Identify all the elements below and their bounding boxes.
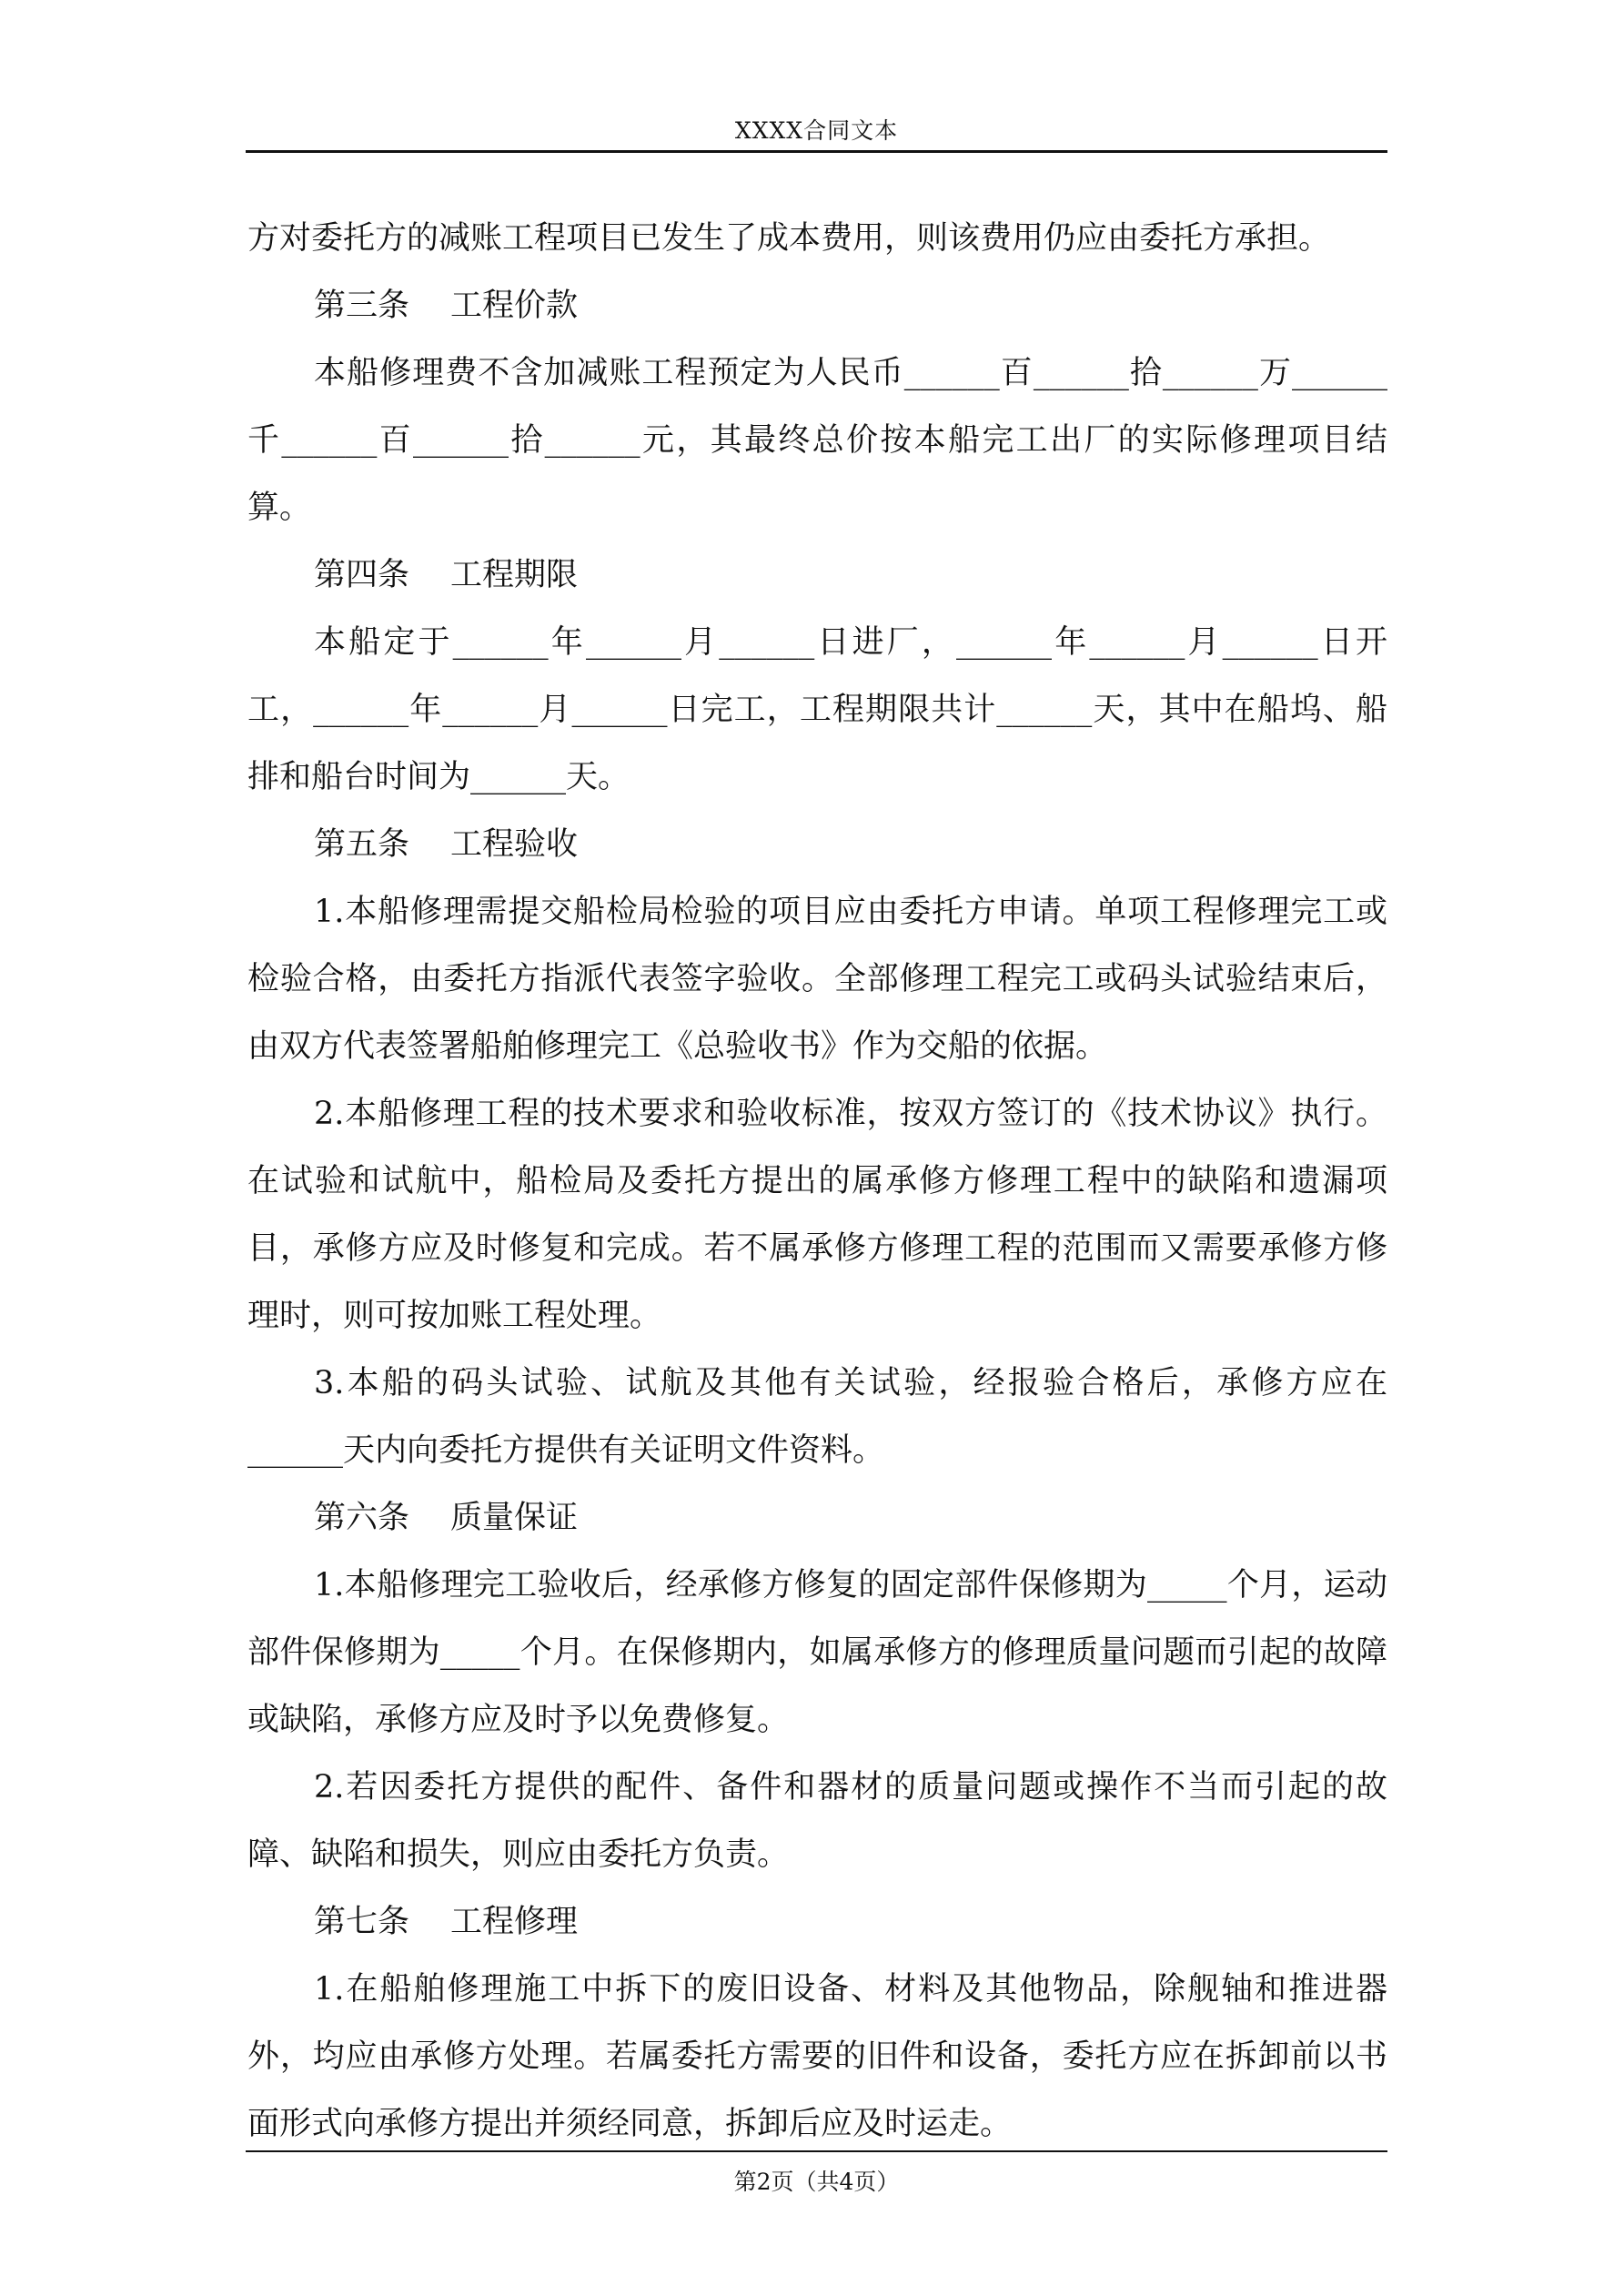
article-number: 第三条 [314, 288, 410, 324]
paragraph-acceptance-2: 2.本船修理工程的技术要求和验收标准，按双方签订的《技术协议》执行。在试验和试航中，船检局及委托方提出的属承修方修理工程中的缺陷和遗漏项目，承修方应及时修复和完成。若不属承修方修理工程的范围而又需要承修方修理时，则可按加账工程处理。 [247, 1096, 1387, 1334]
article-number: 第七条 [314, 1904, 410, 1940]
article-title: 质量保证 [450, 1500, 579, 1536]
paragraph-repair-1: 1.在船舶修理施工中拆下的废旧设备、材料及其他物品，除舰轴和推进器外，均应由承修方处理。若属委托方需要的旧件和设备，委托方应在拆卸前以书面形式向承修方提出并须经同意，拆卸后应及时运走。 [247, 1971, 1387, 2142]
paragraph-acceptance-3: 3.本船的码头试验、试航及其他有关试验，经报验合格后，承修方应在______天内向委托方提供有关证明文件资料。 [247, 1365, 1387, 1469]
article-title: 工程验收 [450, 826, 579, 863]
article-heading-5 [247, 811, 1387, 878]
paragraph-continuation: 方对委托方的减账工程项目已发生了成本费用，则该费用仍应由委托方承担。 [247, 220, 1331, 257]
paragraph-warranty-1: 1.本船修理完工验收后，经承修方修复的固定部件保修期为_____个月，运动部件保修期为_____个月。在保修期内，如属承修方的修理质量问题而引起的故障或缺陷，承修方应及时予以免费修复。 [247, 1567, 1387, 1738]
article-heading-6 [247, 1484, 1387, 1552]
article-heading-4 [247, 541, 1387, 609]
header-divider [246, 150, 1387, 153]
article-heading-3 [247, 272, 1387, 339]
paragraph-acceptance-1: 1.本船修理需提交船检局检验的项目应由委托方申请。单项工程修理完工或检验合格，由委托方指派代表签字验收。全部修理工程完工或码头试验结束后，由双方代表签署船舶修理完工《总验收书》作为交船的依据。 [247, 894, 1387, 1065]
paragraph-warranty-2: 2.若因委托方提供的配件、备件和器材的质量问题或操作不当而引起的故障、缺陷和损失，则应由委托方负责。 [247, 1769, 1387, 1873]
paragraph-schedule: 本船定于______年______月______日进厂，______年______月______日开工，______年______月______日完工，工程期限共计______天，其中在船坞、船排和船台时间为______天。 [247, 624, 1387, 795]
article-number: 第六条 [314, 1500, 410, 1536]
footer-divider [246, 2150, 1387, 2152]
article-number: 第五条 [314, 826, 410, 863]
document-header: XXXX合同文本 [734, 117, 899, 144]
document-body [247, 205, 1387, 2158]
article-title: 工程价款 [450, 288, 579, 324]
article-number: 第四条 [314, 557, 410, 593]
page-number: 第2页（共4页） [733, 2169, 900, 2195]
paragraph-price: 本船修理费不含加减账工程预定为人民币______百______拾______万______千______百______拾______元，其最终总价按本船完工出厂的实际修理项目结算。 [247, 355, 1387, 526]
article-title: 工程修理 [450, 1904, 579, 1940]
article-heading-7 [247, 1888, 1387, 1956]
article-title: 工程期限 [450, 557, 579, 593]
